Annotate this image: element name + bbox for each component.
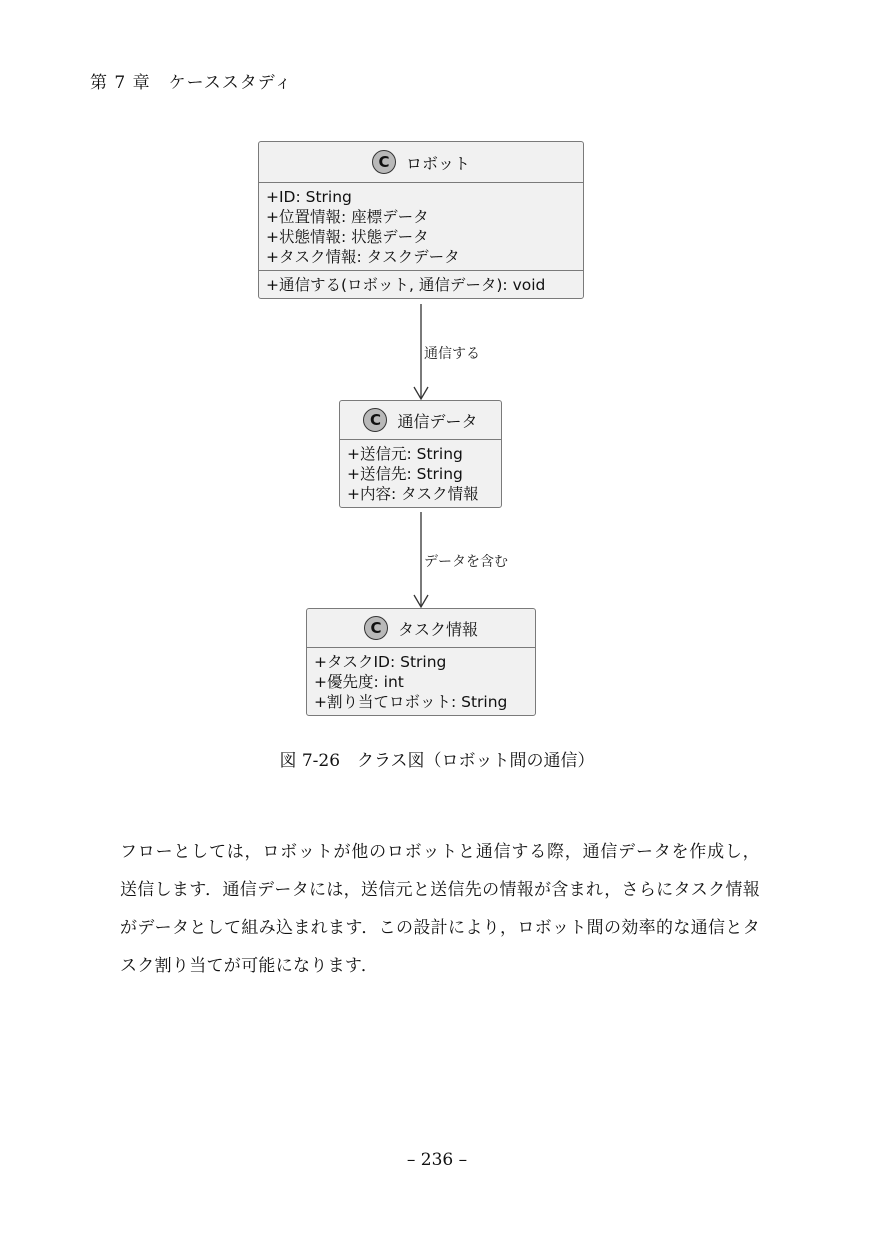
attribute: +タスク情報: タスクデータ <box>266 248 460 266</box>
attribute: +送信元: String <box>347 445 463 463</box>
class-header-comm-data <box>340 401 501 440</box>
attribute: +割り当てロボット: String <box>314 693 508 711</box>
class-c-icon: C <box>372 150 396 174</box>
class-header-task-info <box>307 609 535 648</box>
class-name-comm-data: 通信データ <box>397 411 478 431</box>
body-text: フローとしては，ロボットが他のロボットと通信する際，通信データを作成し，送信します．通信データには，送信元と送信先の情報が含まれ，さらにタスク情報がデータとして組み込まれます．この設計により，ロボット間の効率的な通信とタスク割り当てが可能になります． <box>120 842 760 976</box>
class-box-task-info <box>306 608 536 716</box>
attribute: +ID: String <box>266 188 352 206</box>
class-header-robot <box>259 142 583 183</box>
class-c-icon: C <box>364 616 388 640</box>
class-name-robot: ロボット <box>405 153 470 173</box>
edge-label-communicate: 通信する <box>424 346 480 362</box>
page-number: – 236 – <box>406 1150 468 1170</box>
body-paragraph <box>120 833 760 985</box>
class-attributes-robot <box>259 183 583 270</box>
attribute: +送信先: String <box>347 465 463 483</box>
class-methods-robot <box>259 270 583 298</box>
class-c-icon: C <box>363 408 387 432</box>
class-attributes-comm-data <box>340 440 501 507</box>
edge-label-contains-data: データを含む <box>424 554 508 570</box>
attribute: +位置情報: 座標データ <box>266 208 429 226</box>
figure-caption: 図 7-26 クラス図（ロボット間の通信） <box>279 751 595 771</box>
attribute: +タスクID: String <box>314 653 447 671</box>
attribute: +優先度: int <box>314 673 404 691</box>
attribute: +内容: タスク情報 <box>347 485 479 503</box>
attribute: +状態情報: 状態データ <box>266 228 429 246</box>
class-attributes-task-info <box>307 648 535 715</box>
chapter-header: 第 7 章 ケーススタディ <box>90 73 293 93</box>
class-name-task-info: タスク情報 <box>397 619 478 639</box>
class-box-comm-data <box>339 400 502 508</box>
class-box-robot <box>258 141 584 299</box>
method: +通信する(ロボット, 通信データ): void <box>266 276 546 294</box>
